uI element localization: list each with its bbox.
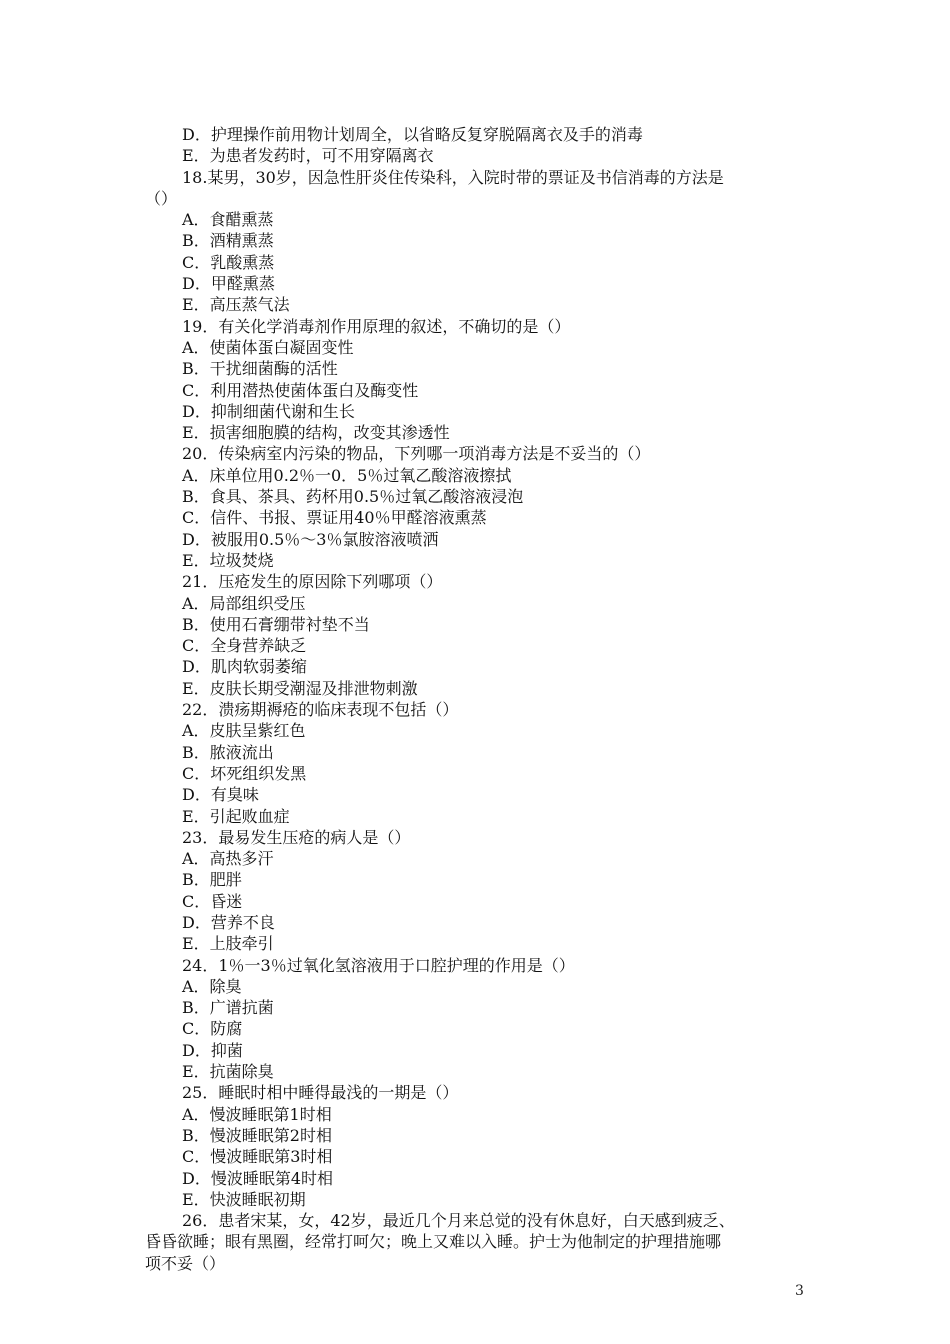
text-line: D．被服用0.5％～3％氯胺溶液喷洒 xyxy=(182,529,439,549)
text-line: D．肌肉软弱萎缩 xyxy=(182,657,307,677)
text-line: C．利用潜热使菌体蛋白及酶变性 xyxy=(182,380,419,400)
text-line: C．坏死组织发黑 xyxy=(182,763,307,783)
text-line: E．损害细胞膜的结构，改变其渗透性 xyxy=(182,423,450,443)
page-number: 3 xyxy=(795,1283,804,1299)
text-line: E．皮肤长期受潮湿及排泄物刺激 xyxy=(182,678,418,698)
text-line: E．抗菌除臭 xyxy=(182,1062,274,1082)
text-line: C．信件、书报、票证用40％甲醛溶液熏蒸 xyxy=(182,508,487,528)
text-line: E．垃圾焚烧 xyxy=(182,550,274,570)
text-line: D．甲醛熏蒸 xyxy=(182,274,275,294)
text-line: C．防腐 xyxy=(182,1019,243,1039)
text-line: 25．睡眠时相中睡得最浅的一期是（） xyxy=(182,1083,459,1103)
text-line: D．抑菌 xyxy=(182,1040,243,1060)
text-line: E．高压蒸气法 xyxy=(182,295,290,315)
text-line: 26．患者宋某，女，42岁，最近几个月来总觉的没有休息好，白天感到疲乏、 xyxy=(182,1211,735,1231)
text-line: 20．传染病室内污染的物品，下列哪一项消毒方法是不妥当的（） xyxy=(182,444,651,464)
text-line: C．昏迷 xyxy=(182,891,243,911)
text-line: B．脓液流出 xyxy=(182,742,274,762)
text-line: 19．有关化学消毒剂作用原理的叙述，不确切的是（） xyxy=(182,316,571,336)
text-line: E．为患者发药时，可不用穿隔离衣 xyxy=(182,146,434,166)
document-body xyxy=(145,124,810,1274)
text-line: D．慢波睡眠第4时相 xyxy=(182,1168,334,1188)
text-line: B．广谱抗菌 xyxy=(182,998,274,1018)
text-line: A．高热多汗 xyxy=(182,849,274,869)
text-line: A．使菌体蛋白凝固变性 xyxy=(182,337,354,357)
text-line: C．乳酸熏蒸 xyxy=(182,252,275,272)
text-line: （） xyxy=(145,188,178,208)
text-line: C．慢波睡眠第3时相 xyxy=(182,1147,333,1167)
text-line: D．营养不良 xyxy=(182,912,275,932)
text-line: 24．1％一3％过氧化氢溶液用于口腔护理的作用是（） xyxy=(182,955,575,975)
text-line: B．酒精熏蒸 xyxy=(182,231,274,251)
text-line: D．护理操作前用物计划周全，以省略反复穿脱隔离衣及手的消毒 xyxy=(182,125,643,144)
text-line: 18.某男，30岁，因急性肝炎住传染科，入院时带的票证及书信消毒的方法是 xyxy=(182,167,724,187)
text-line: B．干扰细菌酶的活性 xyxy=(182,359,338,379)
text-line: A．床单位用0.2％一0．5％过氧乙酸溶液擦拭 xyxy=(182,465,512,485)
text-line: 昏昏欲睡；眼有黑圈，经常打呵欠；晚上又难以入睡。护士为他制定的护理措施哪 xyxy=(145,1232,722,1252)
text-line: D．有臭味 xyxy=(182,785,259,805)
text-line: C．全身营养缺乏 xyxy=(182,636,307,656)
text-line: A．皮肤呈紫红色 xyxy=(182,721,306,741)
text-line: 22．溃疡期褥疮的临床表现不包括（） xyxy=(182,700,459,720)
text-line: E．引起败血症 xyxy=(182,806,290,826)
text-line: B．使用石膏绷带衬垫不当 xyxy=(182,614,370,634)
text-line: 项不妥（） xyxy=(145,1253,226,1273)
text-line: B．食具、茶具、药杯用0.5％过氧乙酸溶液浸泡 xyxy=(182,487,524,507)
text-line: 23．最易发生压疮的病人是（） xyxy=(182,827,411,847)
text-line: 21．压疮发生的原因除下列哪项（） xyxy=(182,572,443,592)
text-line: D．抑制细菌代谢和生长 xyxy=(182,401,355,421)
text-line: B．肥胖 xyxy=(182,870,242,890)
text-line: A．食醋熏蒸 xyxy=(182,210,274,230)
text-line: A．除臭 xyxy=(182,976,242,996)
text-line: A．慢波睡眠第1时相 xyxy=(182,1104,332,1124)
text-line: E．上肢牵引 xyxy=(182,934,274,954)
text-line: A．局部组织受压 xyxy=(182,593,306,613)
text-line: B．慢波睡眠第2时相 xyxy=(182,1125,332,1145)
text-line: E．快波睡眠初期 xyxy=(182,1189,306,1209)
